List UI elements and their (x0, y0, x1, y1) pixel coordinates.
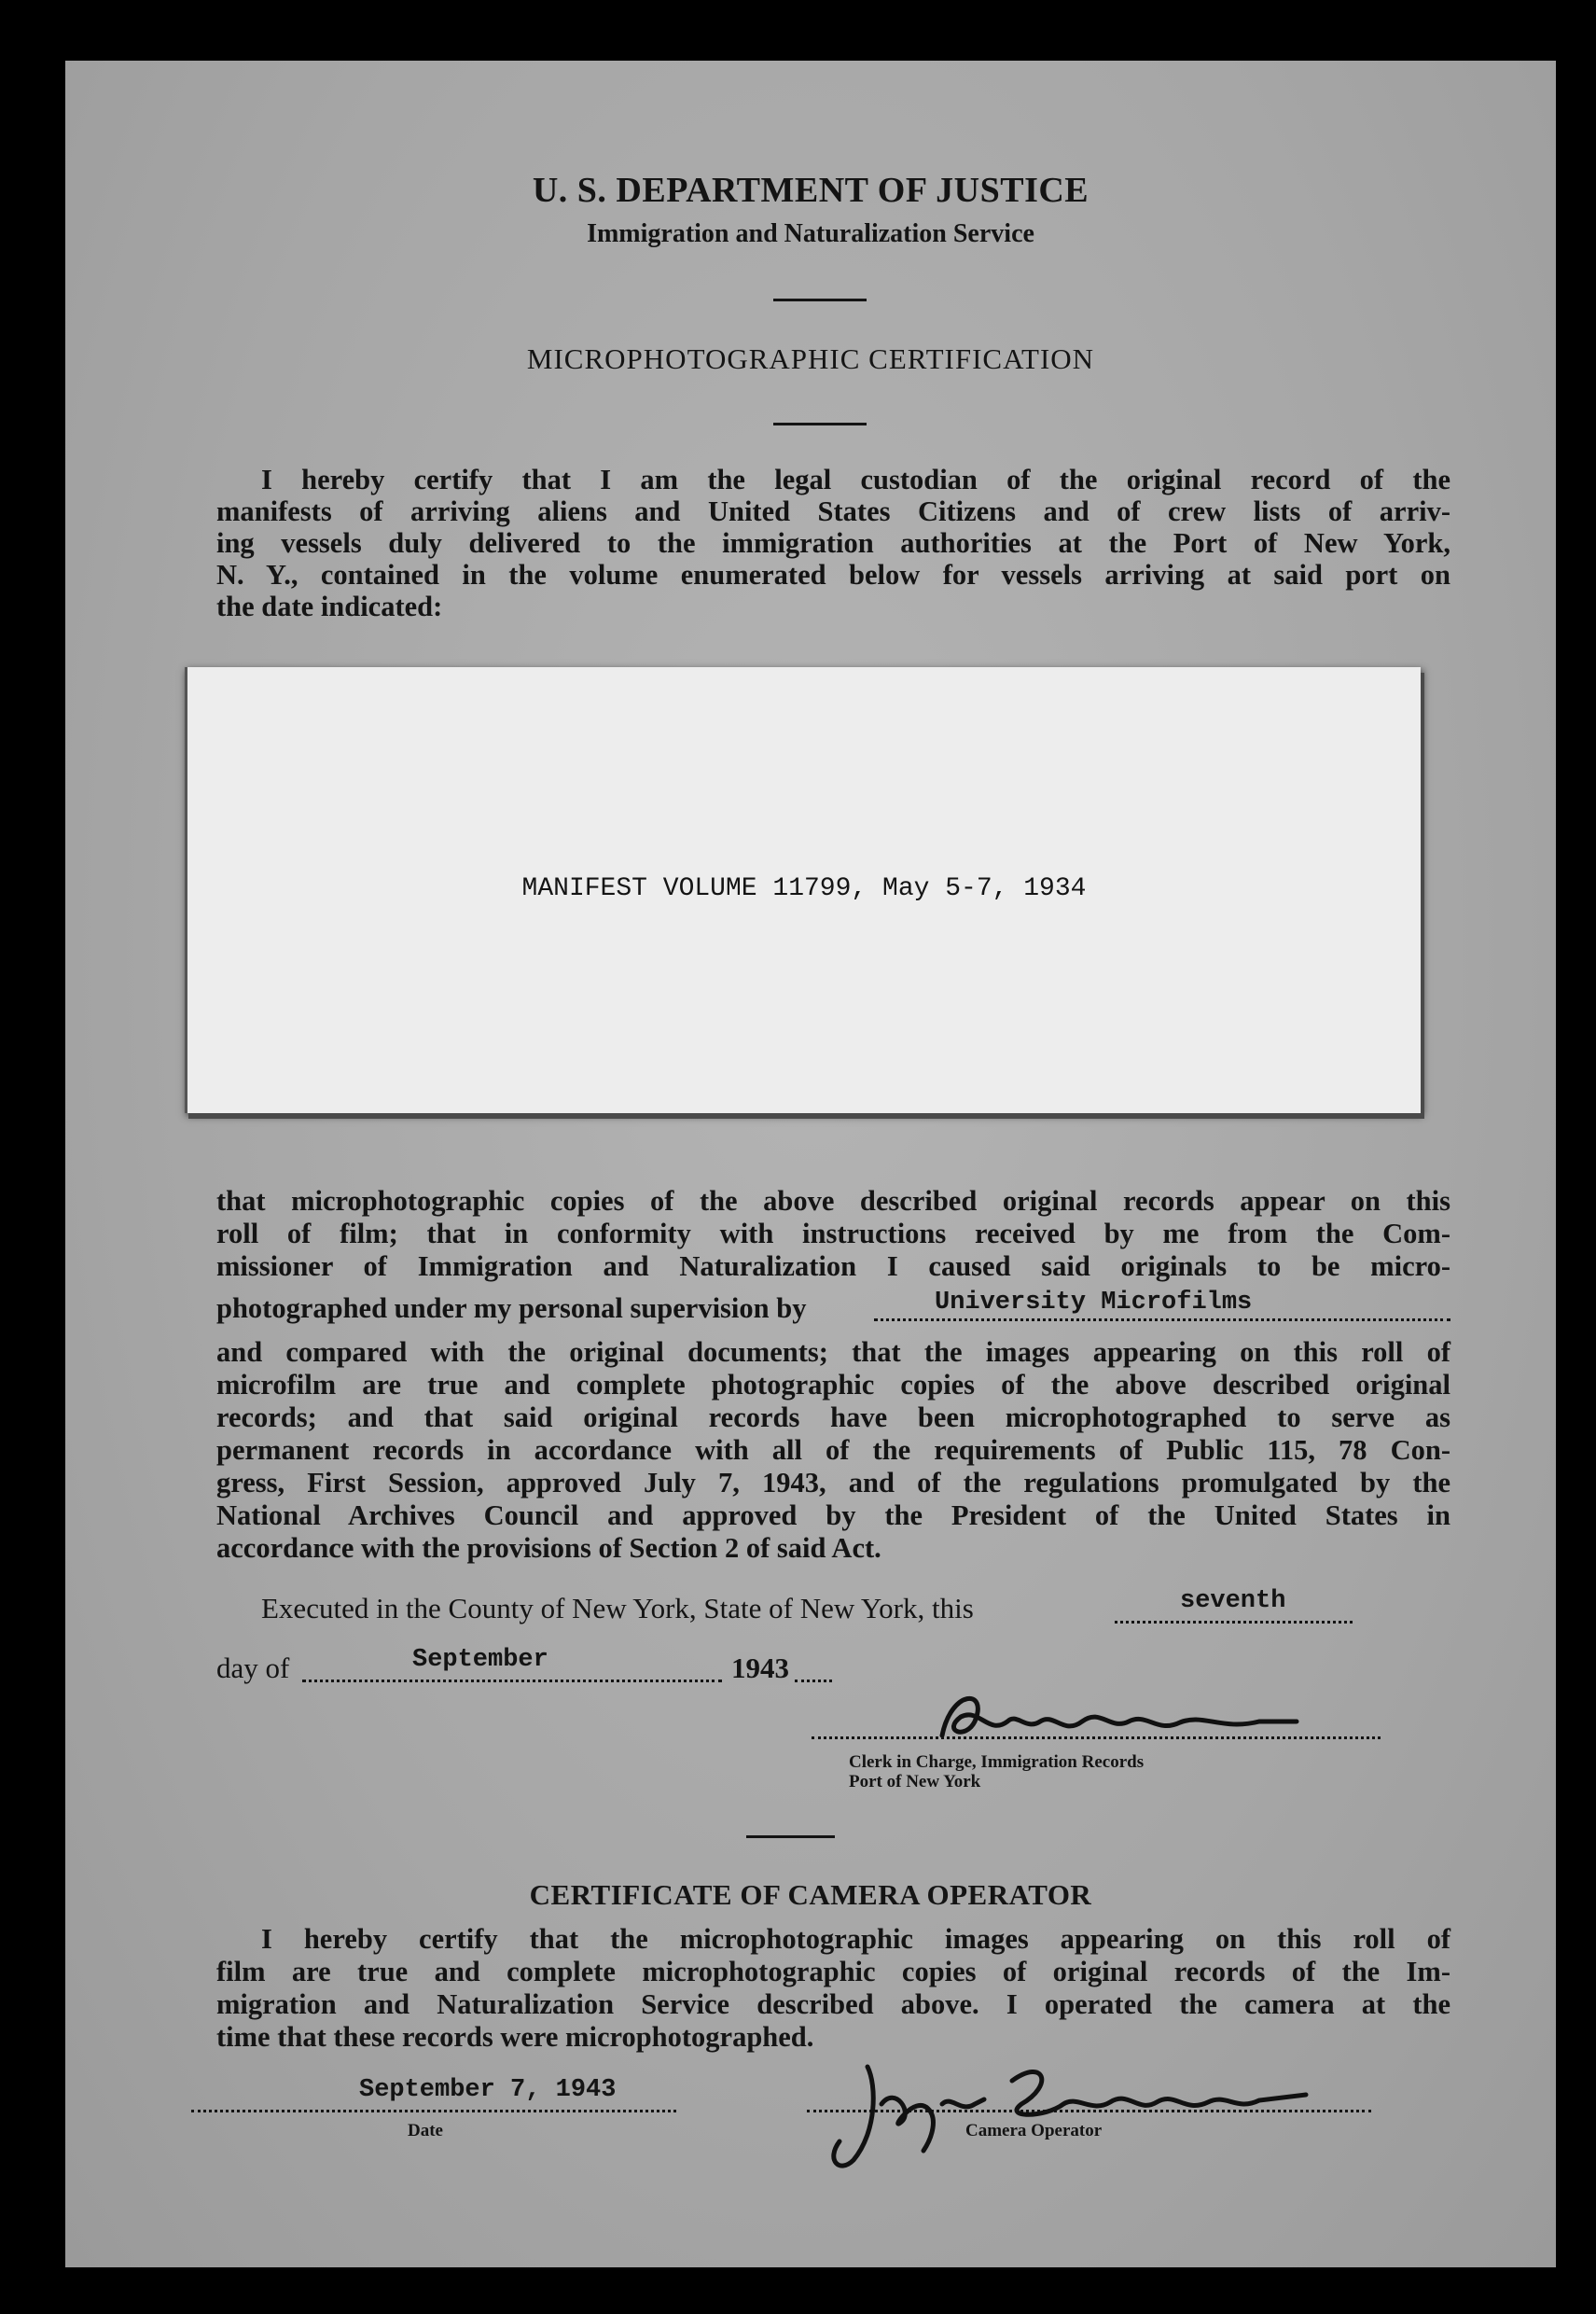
date-line (216, 1646, 963, 1689)
manifest-card (185, 667, 1421, 1113)
body-line: National Archives Council and approved by the President of the United States in (216, 1499, 1450, 1531)
body-line: records; and that said original records have been microphotographed to serve as (216, 1401, 1450, 1433)
body-line: accordance with the provisions of Section 2 of said Act. (216, 1532, 881, 1564)
manifest-label: MANIFEST VOLUME 11799, May 5-7, 1934 (521, 874, 1087, 903)
body-line: roll of film; that in conformity with instructions received by me from the Com- (216, 1218, 1450, 1249)
month-value: September (412, 1646, 548, 1674)
executed-line (261, 1587, 1450, 1630)
camera-line: film are true and complete microphotographic copies of original records of the Im- (216, 1956, 1450, 1987)
certificate-sheet (65, 61, 1556, 2267)
divider-rule (773, 423, 867, 425)
intro-line: the date indicated: (216, 591, 443, 622)
body-line: permanent records in accordance with all of the requirements of Public 115, 78 Con- (216, 1434, 1450, 1466)
camera-line: migration and Naturalization Service described above. I operated the camera at the (216, 1988, 1450, 2020)
camera-line: I hereby certify that the microphotographic images appearing on this roll of (261, 1923, 1450, 1955)
date-value: September 7, 1943 (359, 2076, 617, 2104)
supervisor-fill-line (874, 1318, 1450, 1321)
body-line: and compared with the original documents; that the images appearing on this roll of (216, 1336, 1450, 1368)
intro-line: I hereby certify that I am the legal custodian of the original record of the (261, 464, 1450, 495)
intro-line: ing vessels duly delivered to the immigration authorities at the Port of New York, (216, 527, 1450, 559)
day-of-label: day of (216, 1652, 290, 1684)
operator-label: Camera Operator (965, 2121, 1103, 2140)
camera-line: time that these records were microphotographed. (216, 2021, 814, 2053)
intro-line: manifests of arriving aliens and United States Citizens and of crew lists of arriv- (216, 495, 1450, 527)
body-line: that microphotographic copies of the above described original records appear on this (216, 1185, 1450, 1217)
clerk-title: Clerk in Charge, Immigration Records (849, 1752, 1145, 1772)
clerk-office: Port of New York (849, 1772, 981, 1791)
executed-prefix: Executed in the County of New York, State of New York, this (261, 1592, 974, 1624)
day-fill-line (1115, 1621, 1353, 1624)
supervision-prefix: photographed under my personal supervision by (216, 1292, 807, 1324)
supervisor-value: University Microfilms (935, 1289, 1253, 1317)
service-subtitle: Immigration and Naturalization Service (587, 219, 1034, 248)
intro-line: N. Y., contained in the volume enumerated below for vessels arriving at said port on (216, 559, 1450, 591)
year-value: 1943 (731, 1652, 789, 1684)
year-fill-line (795, 1680, 832, 1682)
camera-operator-title: CERTIFICATE OF CAMERA OPERATOR (529, 1878, 1092, 1911)
department-title: U. S. DEPARTMENT OF JUSTICE (532, 171, 1089, 210)
day-value: seventh (1180, 1587, 1286, 1615)
date-label: Date (408, 2121, 443, 2140)
date-fill-line (191, 2110, 676, 2112)
body-line: missioner of Immigration and Naturalization I caused said originals to be micro- (216, 1250, 1450, 1282)
body-line: gress, First Session, approved July 7, 1943, and of the regulations promulgated by the (216, 1467, 1450, 1499)
divider-rule (773, 299, 867, 301)
certification-title: MICROPHOTOGRAPHIC CERTIFICATION (526, 342, 1095, 375)
supervision-line (216, 1289, 1450, 1326)
clerk-signature-icon (923, 1680, 1315, 1754)
body-line: microfilm are true and complete photographic copies of the above described original (216, 1369, 1450, 1401)
divider-rule (746, 1835, 835, 1838)
operator-signature-icon (812, 2048, 1334, 2179)
month-fill-line (302, 1680, 722, 1682)
